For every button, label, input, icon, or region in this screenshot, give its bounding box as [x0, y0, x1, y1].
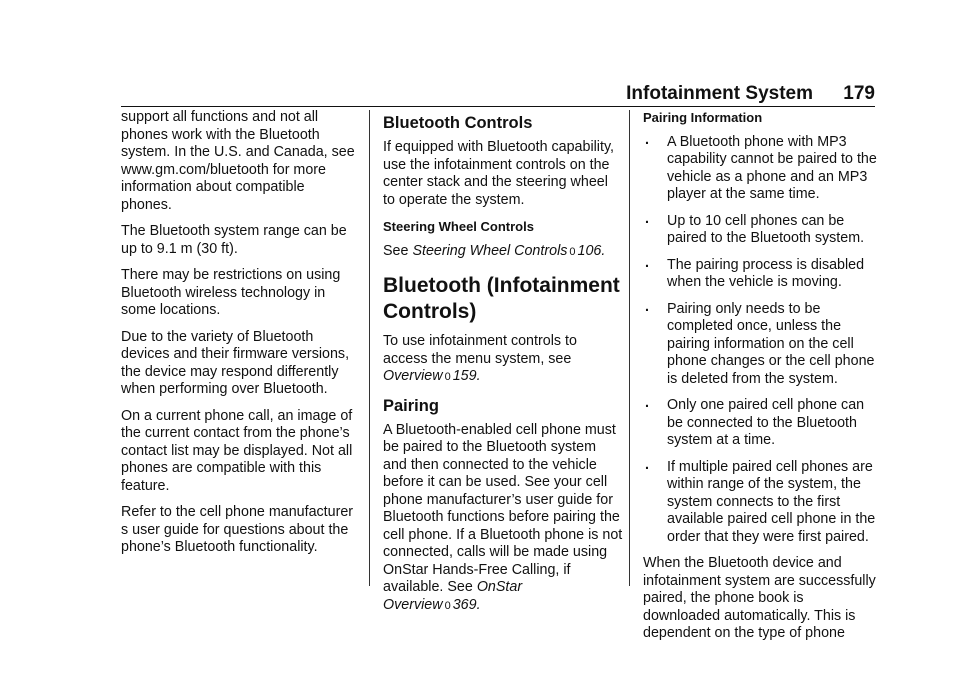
- page-reference-arrow-icon: 0: [444, 371, 451, 383]
- bullet-glyph: .: [645, 254, 649, 271]
- heading-bluetooth-controls: Bluetooth Controls: [383, 114, 533, 132]
- page-number: 179: [843, 83, 875, 104]
- bullet-glyph: .: [645, 456, 649, 473]
- section-title: Infotainment System: [626, 83, 813, 104]
- bullet-glyph: .: [645, 131, 649, 148]
- paragraph: Due to the variety of Bluetooth devices and their firmware versions, the device may respond differently when performing over Bluetooth.: [121, 328, 350, 397]
- see-text: See: [383, 242, 409, 259]
- paragraph-infotainment: To use infotainment controls to access the menu system, see Overview 0 159.: [383, 333, 577, 384]
- paragraph: Refer to the cell phone manufacturer s user guide for questions about the phone’s Bluetooth functionality.: [121, 504, 354, 555]
- link-overview[interactable]: Overview: [383, 368, 443, 384]
- paragraph: If equipped with Bluetooth capability, use the infotainment controls on the center stack and the steering wheel to operate the system.: [383, 139, 615, 208]
- column-left: [121, 109, 357, 566]
- paragraph: When the Bluetooth device and infotainment system are successfully paired, the phone book is downloaded automatically. This is dependent on the type of phone: [643, 555, 876, 641]
- paragraph: There may be restrictions on using Bluetooth wireless technology in some locations.: [121, 267, 341, 318]
- list-item: . Only one paired cell phone can be connected to the Bluetooth system at a time.: [645, 395, 865, 448]
- heading-pairing: Pairing: [383, 396, 439, 415]
- link-steering-wheel-controls[interactable]: Steering Wheel Controls: [412, 242, 568, 259]
- column-divider: [629, 110, 630, 586]
- paragraph-pairing: A Bluetooth-enabled cell phone must be paired to the Bluetooth system and then connected to the vehicle before it can be used. See your cell phone manufacturer’s user guide for Bluetooth functions before pairing the cell phone. If a Bluetooth phone is not connected, calls will be made using OnStar Hands-Free Calling, if available. See OnStar Overview 0 369.: [383, 421, 623, 613]
- bullet-glyph: .: [645, 210, 649, 227]
- infotainment-text: To use infotainment controls to access the menu system, see: [383, 333, 577, 367]
- pairing-info-list: [643, 131, 879, 547]
- list-item: . Pairing only needs to be completed once, unless the pairing information on the cell phone changes or the cell phone is deleted from the system.: [645, 298, 875, 387]
- page-ref-159[interactable]: 159: [452, 368, 477, 384]
- page-ref-106[interactable]: 106: [577, 242, 602, 259]
- page-header: [121, 79, 875, 109]
- paragraph: The Bluetooth system range can be up to 9.1 m (30 ft).: [121, 223, 347, 257]
- column-middle: [383, 109, 623, 624]
- column-divider: [369, 110, 370, 586]
- heading-steering-wheel-controls: Steering Wheel Controls: [383, 219, 534, 234]
- link-onstar-overview[interactable]: OnStar Overview: [383, 579, 523, 613]
- paragraph: support all functions and not all phones work with the Bluetooth system. In the U.S. and Canada, see www.gm.com/bluetooth for more information about compatible phones.: [121, 109, 355, 213]
- list-item: . If multiple paired cell phones are within range of the system, the system connects to the first available paired cell phone in the order that they were first paired.: [645, 456, 876, 545]
- heading-pairing-information: Pairing Information: [643, 110, 763, 125]
- heading-bluetooth-infotainment-controls: Bluetooth (Infotainment Controls): [383, 274, 620, 323]
- list-item: . Up to 10 cell phones can be paired to the Bluetooth system.: [645, 210, 865, 246]
- pairing-text: A Bluetooth-enabled cell phone must be paired to the Bluetooth system and then connected to the vehicle before it can be used. See your cell phone manufacturer’s user guide for Bluetooth functions before pairing the cell phone. If a Bluetooth phone is not connected, calls will be made using OnStar Hands-Free Calling, if available. See: [383, 421, 623, 595]
- bullet-glyph: .: [645, 395, 649, 411]
- list-item: . The pairing process is disabled when the vehicle is moving.: [645, 254, 865, 290]
- page-reference-arrow-icon: 0: [569, 245, 576, 258]
- paragraph-steering-ref: See Steering Wheel Controls 0 106.: [383, 242, 606, 259]
- page-reference-arrow-icon: 0: [444, 599, 451, 612]
- header-rule: [121, 106, 875, 107]
- bullet-glyph: .: [645, 298, 649, 315]
- column-right: [643, 109, 879, 652]
- paragraph: On a current phone call, an image of the current contact from the phone’s contact list may be displayed. Not all phones are compatible with this feature.: [121, 407, 353, 494]
- list-item: . A Bluetooth phone with MP3 capability cannot be paired to the vehicle as a phone and an MP3 player at the same time.: [645, 131, 877, 202]
- page-ref-369[interactable]: 369: [452, 596, 477, 613]
